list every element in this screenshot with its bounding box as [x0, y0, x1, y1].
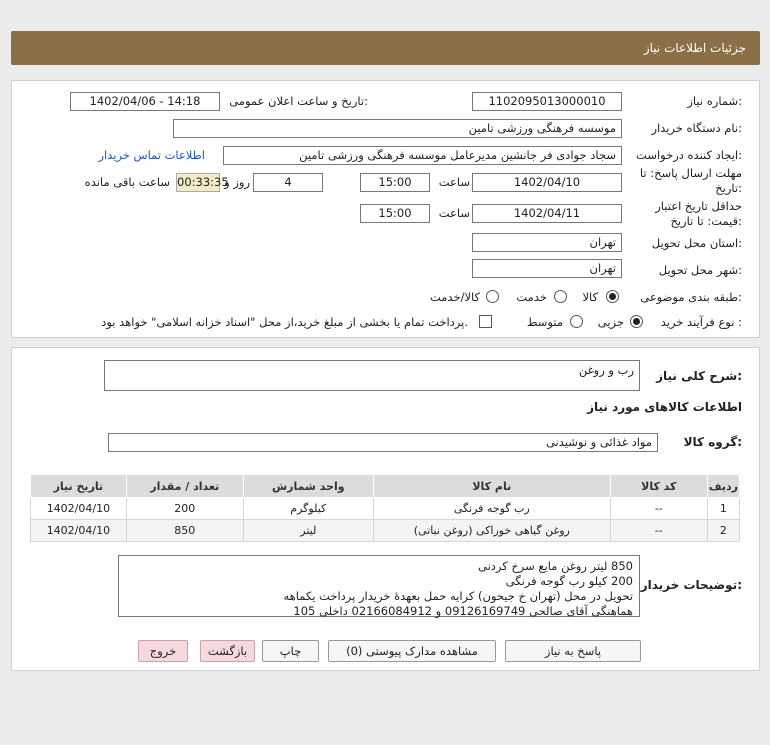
- buyer-notes-label: توضیحات خریدار:: [640, 578, 742, 592]
- province-field: تهران: [472, 233, 622, 252]
- validity-label-line-2: قیمت: تا تاریخ:: [670, 214, 742, 228]
- cell-name: روغن گیاهی خوراکی (روغن نباتی): [373, 520, 610, 542]
- cell-date: 1402/04/10: [31, 520, 127, 542]
- buyer-org-field: موسسه فرهنگی ورزشی تامین: [173, 119, 622, 138]
- note-line: تحویل در محل (تهران خ جیحون) کرایه حمل بعهدۀ خریدار پرداخت یکماهه: [283, 589, 633, 603]
- days-label: روز و: [224, 175, 250, 189]
- process-radio-medium[interactable]: [570, 315, 583, 328]
- cell-date: 1402/04/10: [31, 498, 127, 520]
- note-line: 850 لیتر روغن مایع سرخ کردنی: [477, 559, 633, 573]
- process-radio-minor[interactable]: [630, 315, 643, 328]
- page-title: جزئیات اطلاعات نیاز: [643, 41, 746, 55]
- validity-label: [655, 199, 742, 229]
- goods-table: [30, 474, 740, 542]
- buyer-contact-link[interactable]: اطلاعات تماس خریدار: [98, 148, 205, 162]
- print-button[interactable]: چاپ: [262, 640, 319, 662]
- cell-row: 1: [707, 498, 739, 520]
- note-line: هماهنگی آقای صالحی 09126169749 و 02166084912 داخلی 105: [293, 604, 633, 618]
- table-row[interactable]: [31, 520, 740, 542]
- reply-button[interactable]: پاسخ به نیاز: [505, 640, 641, 662]
- category-radio-goods-service[interactable]: [486, 290, 499, 303]
- cell-qty: 850: [126, 520, 243, 542]
- col-unit: واحد شمارش: [243, 475, 373, 498]
- deadline-label-line-2: تاریخ:: [715, 181, 742, 195]
- category-radio-goods[interactable]: [606, 290, 619, 303]
- col-name: نام کالا: [373, 475, 610, 498]
- view-attachments-button[interactable]: مشاهده مدارک پیوستی (0): [328, 640, 496, 662]
- goods-group-field: مواد غذائی و نوشیدنی: [108, 433, 658, 452]
- col-row: ردیف: [707, 475, 739, 498]
- buyer-notes-field: [118, 555, 640, 617]
- deadline-label-line-1: مهلت ارسال پاسخ: تا: [639, 166, 742, 180]
- table-row[interactable]: [31, 498, 740, 520]
- validity-time-field: 15:00: [360, 204, 430, 223]
- validity-date-field: 1402/04/11: [472, 204, 622, 223]
- requester-label: ایجاد کننده درخواست:: [636, 148, 742, 162]
- need-number-field: 1102095013000010: [472, 92, 622, 111]
- deadline-date-field: 1402/04/10: [472, 173, 622, 192]
- requester-field: سجاد جوادی فر جانشین مدیرعامل موسسه فرهنگی ورزشی تامین: [223, 146, 622, 165]
- goods-group-label: گروه کالا:: [683, 435, 742, 449]
- cell-name: رب گوجه فرنگی: [373, 498, 610, 520]
- col-code: کد کالا: [610, 475, 707, 498]
- city-field: تهران: [472, 259, 622, 278]
- exit-button[interactable]: خروج: [138, 640, 188, 662]
- category-option-goods-service: کالا/خدمت: [429, 290, 480, 304]
- cell-row: 2: [707, 520, 739, 542]
- category-option-goods: کالا: [582, 290, 598, 304]
- col-qty: تعداد / مقدار: [126, 475, 243, 498]
- cell-code: --: [610, 498, 707, 520]
- days-remaining-field: 4: [253, 173, 323, 192]
- cell-qty: 200: [126, 498, 243, 520]
- col-date: تاریخ نیاز: [31, 475, 127, 498]
- goods-section-title: اطلاعات کالاهای مورد نیاز: [587, 400, 742, 414]
- validity-label-line-1: حداقل تاریخ اعتبار: [655, 199, 742, 213]
- need-summary-field: رب و روغن: [104, 360, 640, 391]
- cell-unit: لیتر: [243, 520, 373, 542]
- treasury-checkbox[interactable]: [479, 315, 492, 328]
- category-radio-service[interactable]: [554, 290, 567, 303]
- process-option-minor: جزیی: [597, 315, 624, 329]
- announce-field: 1402/04/06 - 14:18: [70, 92, 220, 111]
- need-number-label: شماره نیاز:: [687, 94, 742, 108]
- deadline-time-field: 15:00: [360, 173, 430, 192]
- treasury-note: پرداخت تمام یا بخشی از مبلغ خرید،از محل "اسناد خزانه اسلامی" خواهد بود.: [101, 315, 468, 329]
- category-option-service: خدمت: [516, 290, 547, 304]
- deadline-label: [640, 166, 742, 196]
- cell-unit: کیلوگرم: [243, 498, 373, 520]
- remaining-time-field: 00:33:35: [176, 173, 220, 192]
- category-label: طبقه بندی موضوعی:: [640, 290, 742, 304]
- note-line: 200 کیلو رب گوجه فرنگی: [505, 574, 633, 588]
- page-header: [11, 31, 760, 65]
- need-summary-label: شرح کلی نیاز:: [656, 369, 742, 383]
- process-option-medium: متوسط: [526, 315, 563, 329]
- province-label: استان محل تحویل:: [651, 236, 742, 250]
- back-button[interactable]: بازگشت: [200, 640, 255, 662]
- deadline-time-label: ساعت: [438, 175, 470, 189]
- buyer-org-label: نام دستگاه خریدار:: [651, 121, 742, 135]
- city-label: شهر محل تحویل:: [658, 263, 742, 277]
- process-label: نوع فرآیند خرید :: [660, 315, 742, 329]
- cell-code: --: [610, 520, 707, 542]
- remaining-label: ساعت باقی مانده: [84, 175, 170, 189]
- validity-time-label: ساعت: [438, 206, 470, 220]
- announce-label: تاریخ و ساعت اعلان عمومی:: [229, 94, 368, 108]
- goods-table-header-row: [31, 475, 740, 498]
